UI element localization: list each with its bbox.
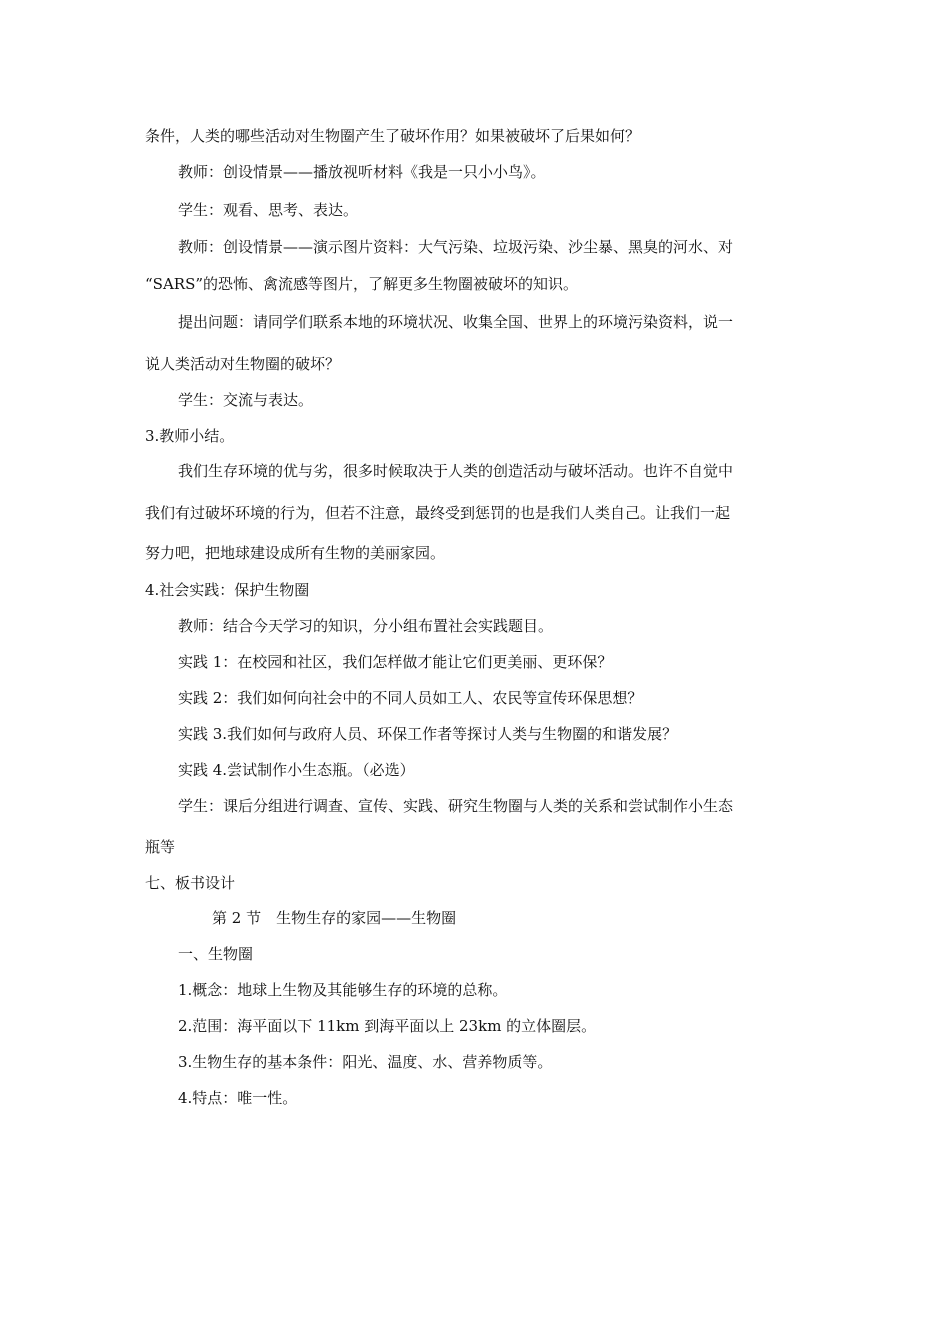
section-heading: 4.社会实践：保护生物圈 (145, 581, 310, 599)
text-line: 实践 3.我们如何与政府人员、环保工作者等探讨人类与生物圈的和谐发展？ (178, 725, 678, 743)
text-line: 我们有过破坏环境的行为，但若不注意，最终受到惩罚的也是我们人类自己。让我们一起 (145, 504, 731, 522)
section-heading: 3.教师小结。 (145, 427, 235, 445)
text-line: 教师：创设情景——演示图片资料：大气污染、垃圾污染、沙尘暴、黑臭的河水、对 (178, 238, 734, 256)
text-line: 实践 1：在校园和社区，我们怎样做才能让它们更美丽、更环保？ (178, 653, 613, 671)
text-line: 条件，人类的哪些活动对生物圈产生了破坏作用？如果被破坏了后果如何？ (145, 127, 641, 145)
board-design-title: 第 2 节 生物生存的家园——生物圈 (212, 909, 457, 927)
text-line: 1.概念：地球上生物及其能够生存的环境的总称。 (178, 981, 508, 999)
text-line: 教师：结合今天学习的知识，分小组布置社会实践题目。 (178, 617, 554, 635)
text-line: “SARS”的恐怖、禽流感等图片，了解更多生物圈被破坏的知识。 (145, 275, 579, 293)
text-line: 努力吧，把地球建设成所有生物的美丽家园。 (145, 544, 446, 562)
text-line: 我们生存环境的优与劣，很多时候取决于人类的创造活动与破坏活动。也许不自觉中 (178, 462, 734, 480)
section-heading: 七、板书设计 (145, 874, 236, 892)
text-line: 实践 2：我们如何向社会中的不同人员如工人、农民等宣传环保思想？ (178, 689, 643, 707)
text-line: 实践 4.尝试制作小生态瓶。（必选） (178, 761, 415, 779)
text-line: 一、生物圈 (178, 945, 254, 963)
text-line: 2.范围：海平面以下 11km 到海平面以上 23km 的立体圈层。 (178, 1017, 597, 1035)
text-line: 提出问题：请同学们联系本地的环境状况、收集全国、世界上的环境污染资料，说一 (178, 313, 734, 331)
text-line: 学生：交流与表达。 (178, 391, 314, 409)
text-line: 3.生物生存的基本条件：阳光、温度、水、营养物质等。 (178, 1053, 553, 1071)
text-line: 学生：观看、思考、表达。 (178, 201, 359, 219)
text-line: 教师：创设情景——播放视听材料《我是一只小小鸟》。 (178, 163, 546, 181)
text-line: 4.特点：唯一性。 (178, 1089, 298, 1107)
text-line: 瓶等 (145, 838, 176, 856)
text-line: 说人类活动对生物圈的破坏？ (145, 355, 341, 373)
text-line: 学生：课后分组进行调查、宣传、实践、研究生物圈与人类的关系和尝试制作小生态 (178, 797, 734, 815)
